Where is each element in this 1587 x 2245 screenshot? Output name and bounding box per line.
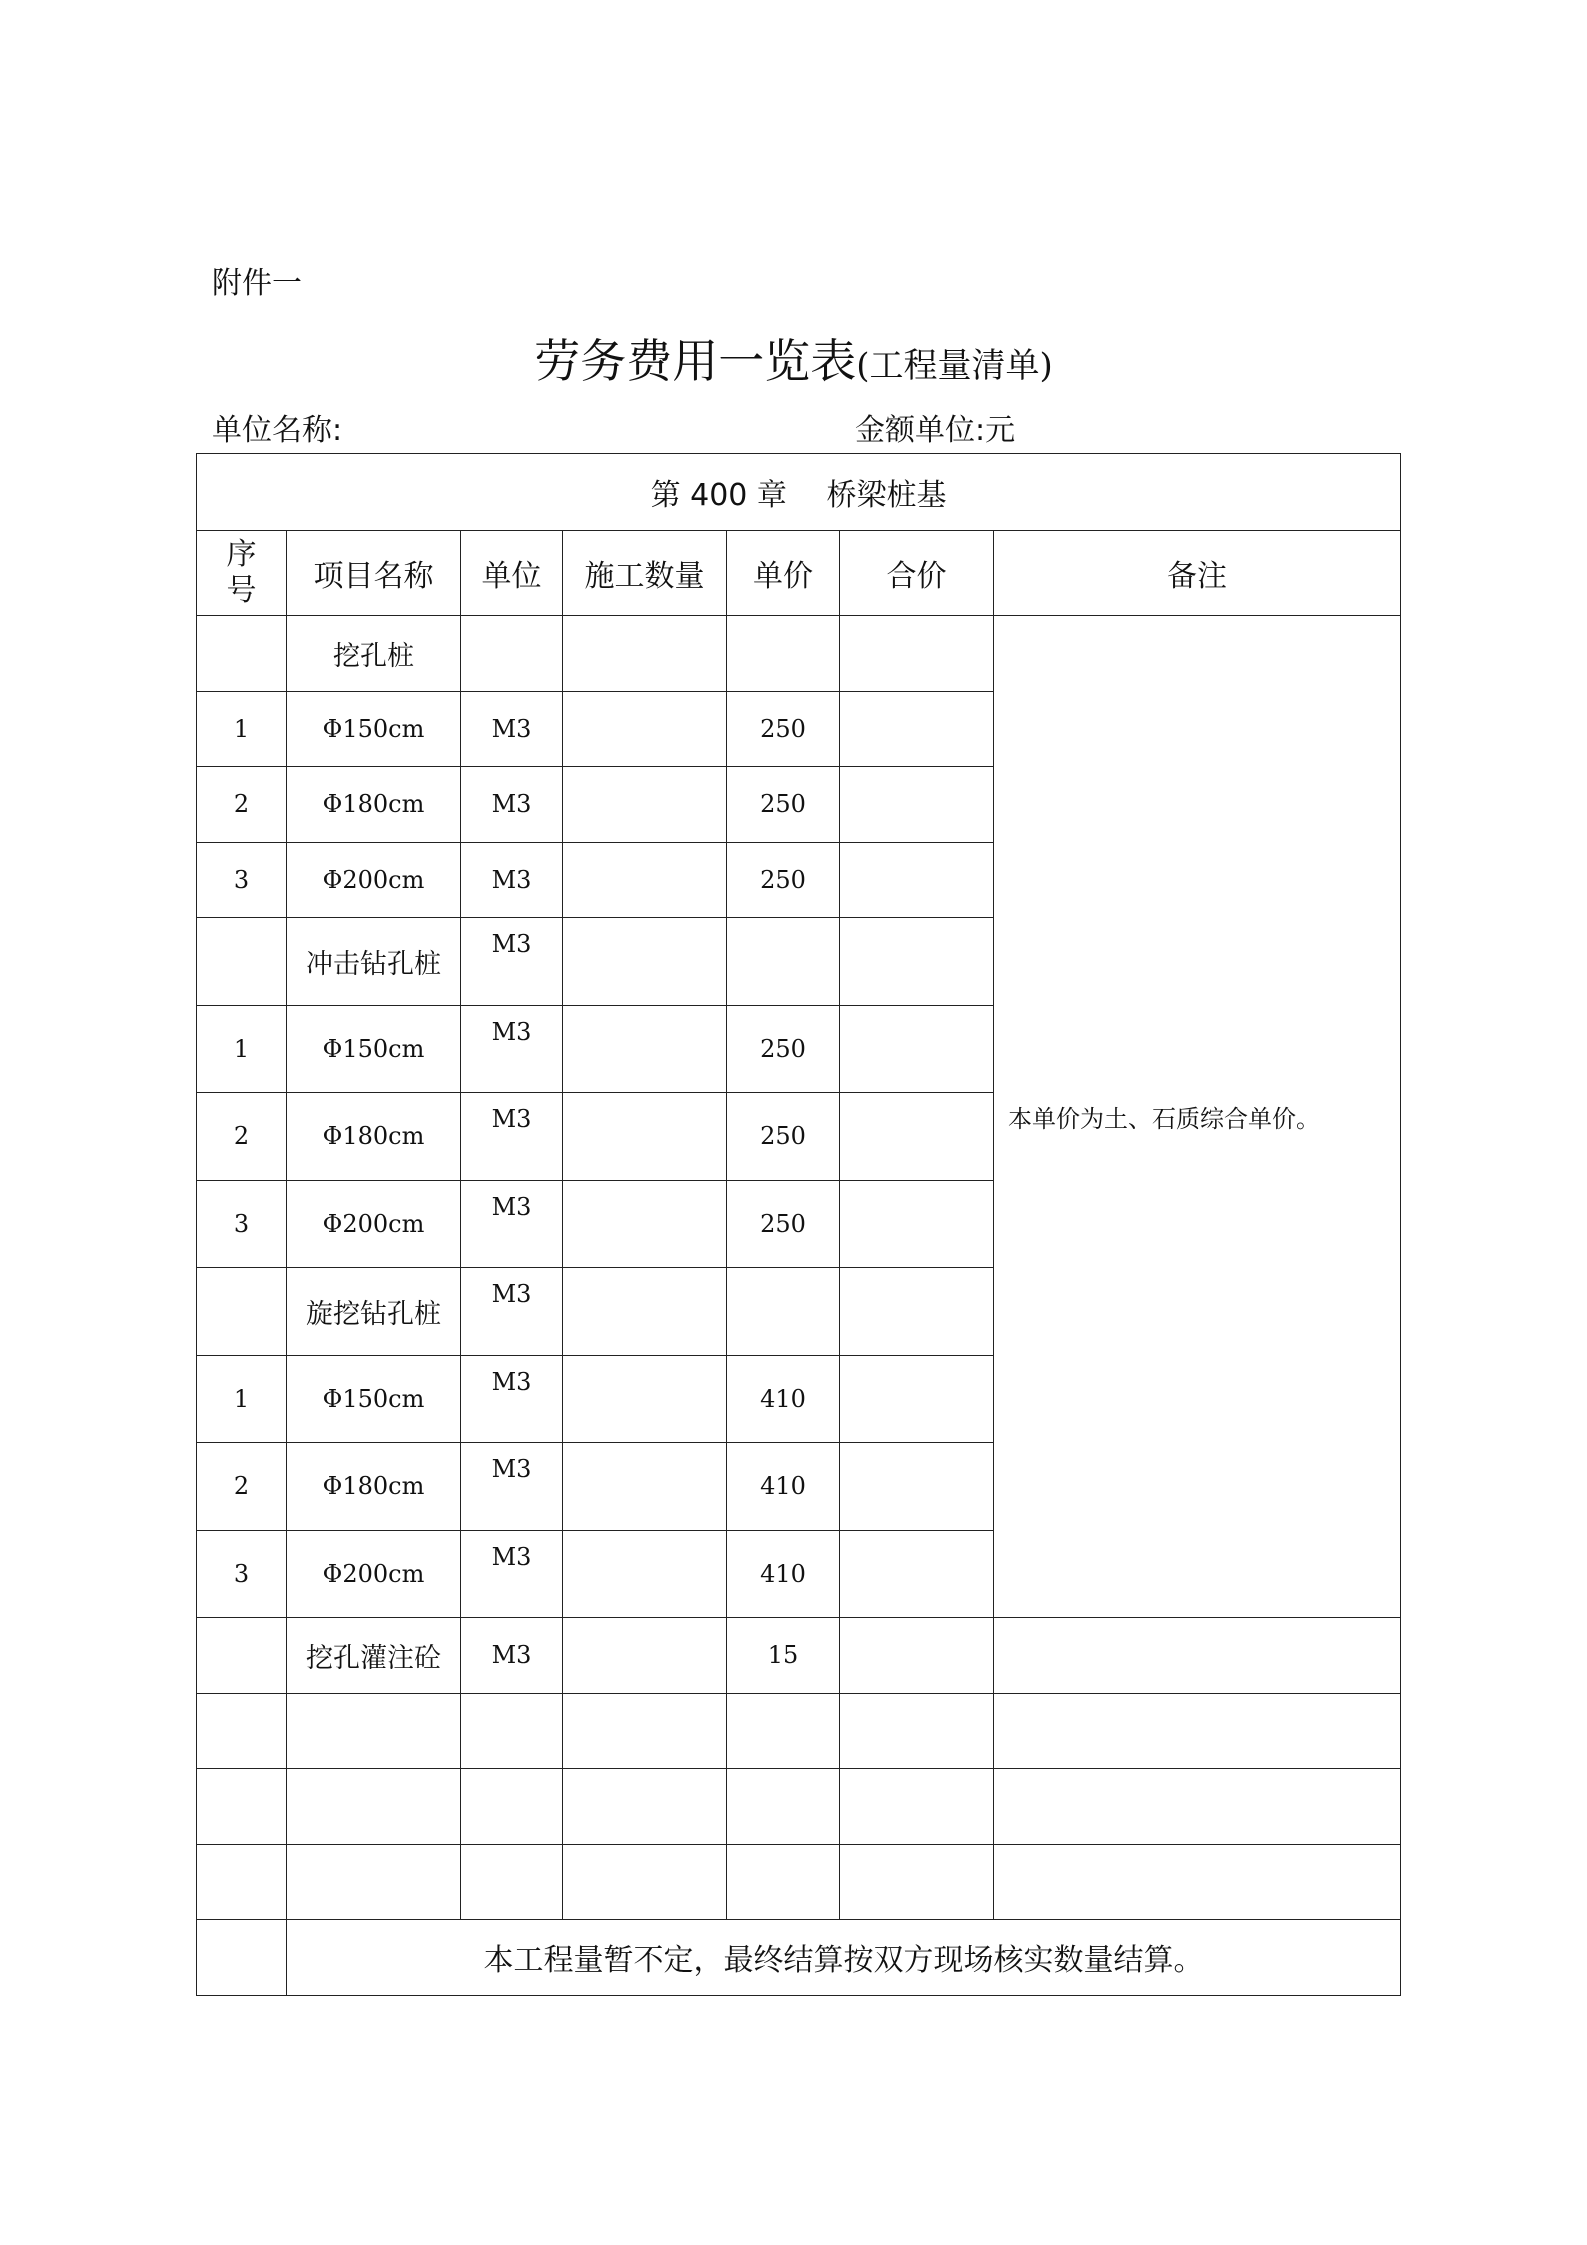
cell-total bbox=[840, 842, 994, 918]
page-title bbox=[0, 325, 1587, 391]
cell-seq: 2 bbox=[197, 767, 287, 843]
cell-seq: 1 bbox=[197, 1355, 287, 1443]
empty-cell bbox=[840, 1693, 994, 1769]
cell-price bbox=[727, 918, 840, 1006]
cell-qty bbox=[563, 1005, 727, 1093]
unit-name-label: 单位名称: bbox=[212, 413, 343, 448]
footer-note: 本工程量暂不定，最终结算按双方现场核实数量结算。 bbox=[287, 1920, 1401, 1996]
header-remark: 备注 bbox=[994, 531, 1401, 616]
cell-price: 410 bbox=[727, 1355, 840, 1443]
empty-cell bbox=[461, 1693, 563, 1769]
cell-seq: 1 bbox=[197, 691, 287, 767]
cell-item: 挖孔桩 bbox=[287, 616, 461, 692]
table-row-empty bbox=[197, 1844, 1401, 1920]
cell-total bbox=[840, 1005, 994, 1093]
cell-total bbox=[840, 616, 994, 692]
table-row bbox=[197, 1618, 1401, 1694]
cell-item: 挖孔灌注砼 bbox=[287, 1618, 461, 1694]
cell-total bbox=[840, 691, 994, 767]
chapter-title: 第 400 章 桥梁桩基 bbox=[197, 454, 1401, 531]
cell-qty bbox=[563, 1618, 727, 1694]
cell-unit: M3 bbox=[461, 842, 563, 918]
cell-unit: M3 bbox=[461, 1443, 563, 1531]
cell-price: 410 bbox=[727, 1443, 840, 1531]
cell-total bbox=[840, 1355, 994, 1443]
cell-item: Φ180cm bbox=[287, 1093, 461, 1181]
cell-price: 15 bbox=[727, 1618, 840, 1694]
cell-qty bbox=[563, 1268, 727, 1356]
cell-price: 250 bbox=[727, 1093, 840, 1181]
cell-total bbox=[840, 918, 994, 1006]
cell-qty bbox=[563, 918, 727, 1006]
cell-item: 旋挖钻孔桩 bbox=[287, 1268, 461, 1356]
cell-qty bbox=[563, 1180, 727, 1268]
cell-unit bbox=[461, 616, 563, 692]
cell-unit: M3 bbox=[461, 1180, 563, 1268]
cell-seq bbox=[197, 1268, 287, 1356]
cell-qty bbox=[563, 1530, 727, 1618]
cell-unit: M3 bbox=[461, 767, 563, 843]
cell-qty bbox=[563, 1443, 727, 1531]
cell-total bbox=[840, 1618, 994, 1694]
cell-seq: 2 bbox=[197, 1443, 287, 1531]
empty-cell bbox=[727, 1693, 840, 1769]
cell-total bbox=[840, 1443, 994, 1531]
empty-cell bbox=[563, 1769, 727, 1845]
amount-unit-label: 金额单位:元 bbox=[855, 413, 1016, 448]
cell-item: Φ150cm bbox=[287, 1005, 461, 1093]
title-main: 劳务费用一览表 bbox=[534, 334, 857, 388]
cell-unit: M3 bbox=[461, 691, 563, 767]
cell-item: Φ180cm bbox=[287, 1443, 461, 1531]
empty-cell bbox=[287, 1693, 461, 1769]
cell-qty bbox=[563, 691, 727, 767]
footer-row bbox=[197, 1920, 1401, 1996]
cell-seq: 2 bbox=[197, 1093, 287, 1181]
cell-price: 250 bbox=[727, 1180, 840, 1268]
cell-qty bbox=[563, 842, 727, 918]
cell-seq: 1 bbox=[197, 1005, 287, 1093]
cell-unit: M3 bbox=[461, 1355, 563, 1443]
header-total: 合价 bbox=[840, 531, 994, 616]
header-price: 单价 bbox=[727, 531, 840, 616]
attachment-label: 附件一 bbox=[212, 266, 302, 301]
empty-cell bbox=[994, 1693, 1401, 1769]
cell-item: 冲击钻孔桩 bbox=[287, 918, 461, 1006]
cell-item: Φ200cm bbox=[287, 1180, 461, 1268]
header-seq-2: 号 bbox=[226, 573, 257, 608]
cell-price: 250 bbox=[727, 691, 840, 767]
cell-seq bbox=[197, 616, 287, 692]
empty-cell bbox=[197, 1844, 287, 1920]
table-row bbox=[197, 616, 1401, 692]
empty-cell bbox=[994, 1769, 1401, 1845]
cell-qty bbox=[563, 767, 727, 843]
cell-unit: M3 bbox=[461, 1618, 563, 1694]
cell-item: Φ200cm bbox=[287, 842, 461, 918]
header-unit: 单位 bbox=[461, 531, 563, 616]
cell-price: 250 bbox=[727, 767, 840, 843]
header-item: 项目名称 bbox=[287, 531, 461, 616]
empty-cell bbox=[197, 1693, 287, 1769]
cell-item: Φ150cm bbox=[287, 1355, 461, 1443]
cell-seq bbox=[197, 1618, 287, 1694]
empty-cell bbox=[197, 1769, 287, 1845]
cell-total bbox=[840, 1268, 994, 1356]
remark-cell: 本单价为土、石质综合单价。 bbox=[994, 616, 1401, 1618]
quantity-table bbox=[196, 453, 1401, 1996]
cell-unit: M3 bbox=[461, 1530, 563, 1618]
cell-price bbox=[727, 1268, 840, 1356]
cell-unit: M3 bbox=[461, 1005, 563, 1093]
cell-item: Φ200cm bbox=[287, 1530, 461, 1618]
cell-price: 250 bbox=[727, 842, 840, 918]
footer-empty-cell bbox=[197, 1920, 287, 1996]
empty-cell bbox=[461, 1769, 563, 1845]
cell-unit: M3 bbox=[461, 1093, 563, 1181]
empty-cell bbox=[461, 1844, 563, 1920]
empty-cell bbox=[287, 1844, 461, 1920]
empty-cell bbox=[287, 1769, 461, 1845]
cell-total bbox=[840, 1093, 994, 1181]
cell-unit: M3 bbox=[461, 918, 563, 1006]
cell-item: Φ150cm bbox=[287, 691, 461, 767]
empty-cell bbox=[840, 1769, 994, 1845]
cell-qty bbox=[563, 1093, 727, 1181]
empty-cell bbox=[840, 1844, 994, 1920]
cell-unit: M3 bbox=[461, 1268, 563, 1356]
cell-seq bbox=[197, 918, 287, 1006]
cell-price bbox=[727, 616, 840, 692]
table-row-empty bbox=[197, 1769, 1401, 1845]
cell-total bbox=[840, 1180, 994, 1268]
header-seq bbox=[197, 531, 287, 616]
empty-cell bbox=[563, 1693, 727, 1769]
empty-cell bbox=[994, 1844, 1401, 1920]
header-qty: 施工数量 bbox=[563, 531, 727, 616]
cell-seq: 3 bbox=[197, 1530, 287, 1618]
cell-seq: 3 bbox=[197, 842, 287, 918]
empty-cell bbox=[563, 1844, 727, 1920]
header-seq-1: 序 bbox=[226, 537, 257, 572]
cell-qty bbox=[563, 1355, 727, 1443]
cell-item: Φ180cm bbox=[287, 767, 461, 843]
table-row-empty bbox=[197, 1693, 1401, 1769]
cell-price: 250 bbox=[727, 1005, 840, 1093]
cell-remark bbox=[994, 1618, 1401, 1694]
cell-total bbox=[840, 767, 994, 843]
cell-total bbox=[840, 1530, 994, 1618]
cell-seq: 3 bbox=[197, 1180, 287, 1268]
cell-price: 410 bbox=[727, 1530, 840, 1618]
empty-cell bbox=[727, 1844, 840, 1920]
cell-qty bbox=[563, 616, 727, 692]
title-sub: (工程量清单) bbox=[856, 346, 1053, 386]
empty-cell bbox=[727, 1769, 840, 1845]
